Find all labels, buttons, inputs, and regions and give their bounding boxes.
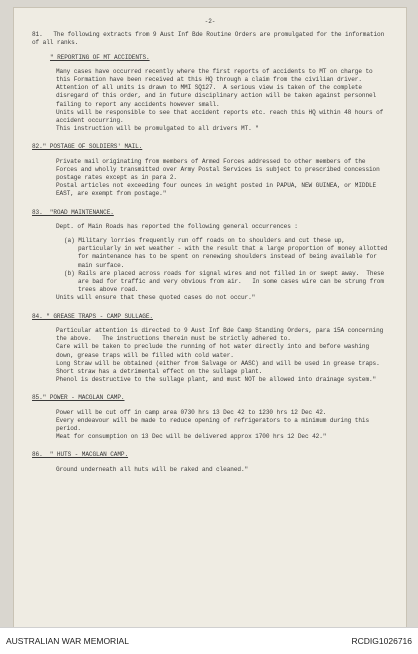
record-id: RCDIG1026716 bbox=[351, 636, 412, 646]
section-81-para-2: Attention of all units is drawn to MMI SQ127. A serious view is taken of the complete disregard of this order, and in future disciplinary action will be taken against personnel failing to report any accidents however small. bbox=[56, 84, 380, 108]
section-83-para-1: Dept. of Main Roads has reported the following general occurrences : bbox=[56, 222, 298, 230]
section-81-heading: " REPORTING OF MT ACCIDENTS. bbox=[50, 53, 150, 61]
section-81-para-4: This instruction will be promulgated to all drivers MT. " bbox=[56, 125, 259, 133]
section-84-para-1: Particular attention is directed to 9 Aust Inf Bde Camp Standing Orders, para 15A concerning the above. The instructions therein must be strictly adhered to. bbox=[56, 326, 387, 343]
archive-name: AUSTRALIAN WAR MEMORIAL bbox=[6, 636, 129, 646]
section-86-para-1: Ground underneath all huts will be raked and cleaned." bbox=[56, 465, 249, 473]
section-85-heading: 85." POWER - MACGLAN CAMP. bbox=[32, 394, 125, 402]
section-83-para-2: Units will ensure that these quoted cases do not occur." bbox=[56, 294, 256, 302]
document-page bbox=[14, 8, 406, 628]
section-85-para-2: Every endeavour will be made to reduce opening of refrigerators to a minimum during this period. bbox=[56, 416, 373, 432]
section-86-heading: 86. " HUTS - MACGLAN CAMP. bbox=[32, 451, 129, 459]
document-body bbox=[32, 18, 392, 474]
section-82-para-2: Postal articles not exceeding four ounces in weight posted in PAPUA, NEW GUINEA, or MIDDLE EAST, are exempt from postage." bbox=[56, 182, 380, 198]
section-82-heading: 82." POSTAGE OF SOLDIERS' MAIL. bbox=[32, 143, 143, 151]
section-84-heading: 84. " GREASE TRAPS - CAMP SULLAGE. bbox=[32, 312, 153, 320]
section-82-para-1: Private mail originating from members of Armed Forces addressed to other members of the Forces and wholly transmitted over Army Postal Services is subject to prescribed concession postage rates except as in para 2. bbox=[56, 157, 384, 182]
section-83-item-b: (b) Rails are placed across roads for signal wires and not filled in or swept away. These are bad for traffic and very obvious from air. In some cases wire can be strung from trees above road. bbox=[64, 269, 388, 294]
page-number: -2- bbox=[204, 18, 216, 25]
section-85-para-1: Power will be cut off in camp area 0730 hrs 13 Dec 42 to 1230 hrs 12 Dec 42. bbox=[56, 408, 327, 416]
section-85-para-3: Meat for consumption on 13 Dec will be delivered approx 1700 hrs 12 Dec 42." bbox=[56, 433, 327, 441]
section-84-para-3: Long Straw will be obtained (either from Salvage or AASC) and will be used in grease traps. Short straw has a detrimental effect on the sullage plant. bbox=[56, 359, 387, 375]
section-83-heading: 83. "ROAD MAINTENANCE. bbox=[32, 208, 114, 216]
archive-footer bbox=[0, 627, 418, 654]
section-81-para-1: Many cases have occurred recently where the first reports of accidents to MT on charge to this Formation have been received at this HQ through a claim from the civilian driver. bbox=[56, 67, 377, 84]
section-84-para-2: Care will be taken to preclude the running of hot water directly into and before washing down, grease traps will be filled with cold water. bbox=[56, 343, 373, 359]
section-83-item-a: (a) Military lorries frequently run off roads on to shoulders and cut these up, particularly in wet weather - with the result that a large proportion of money allotted for maintenance has to be spent on renewing shoulders instead of being available for main surface. bbox=[64, 237, 392, 269]
section-81-intro: 81. The following extracts from 9 Aust Inf Bde Routine Orders are promulgated for the information of all ranks. bbox=[32, 31, 388, 47]
section-81-para-3: Units will be responsible to see that accident reports etc. reach this HQ within 48 hours of accident occurring. bbox=[56, 108, 387, 125]
section-84-para-4: Phenol is destructive to the sullage plant, and must NOT be allowed into drainage system." bbox=[56, 376, 377, 384]
